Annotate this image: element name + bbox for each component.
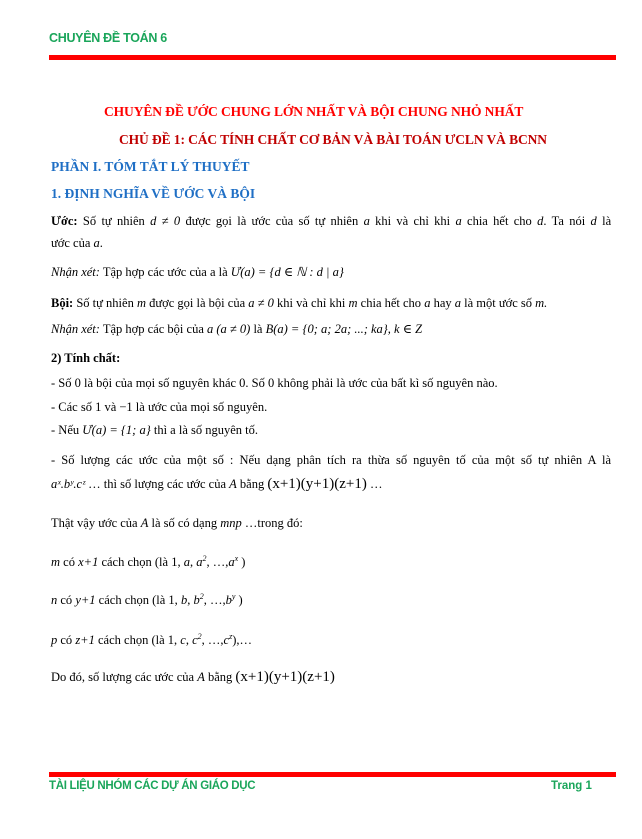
property-prime: - Nếu Ư(a) = {1; a} thì a là số nguyên tố. (51, 423, 259, 437)
divisor-definition: Ước: Số tự nhiên d ≠ 0 được gọi là ước của số tự nhiên a khi và chỉ khi a chia hết cho d. Ta nói d là (51, 214, 612, 228)
multiple-remark: Nhận xét: Tập hợp các bội của a (a ≠ 0) là B(a) = {0; a; 2a; ...; ka}, k ∈ Z (51, 322, 423, 336)
proof-choice-p: p có z+1 cách chọn (là 1, c, $c^2$, $\dots,c^z),\dots$ (51, 632, 252, 647)
divisor-definition-cont: ước của a. (51, 236, 103, 250)
section-heading-definition: 1. ĐỊNH NGHĨA VỀ ƯỚC VÀ BỘI (51, 186, 256, 201)
proof-choice-n: n có y+1 cách chọn (là 1, b, $b^2$, $\dots,b^y$ ) (51, 592, 243, 607)
multiple-term: Bội: (51, 296, 74, 310)
document-subtitle: CHỦ ĐỀ 1: CÁC TÍNH CHẤT CƠ BẢN VÀ BÀI TOÁN ƯCLN VÀ BCNN (119, 132, 547, 147)
proof-conclusion: Do đó, số lượng các ước của A bằng (x+1)(y+1)(z+1) (51, 669, 335, 685)
divisor-set-formula: Ư(a) = {d ∈ ℕ : d | a} (230, 265, 344, 279)
footer-label: TÀI LIỆU NHÓM CÁC DỰ ÁN GIÁO DỤC (49, 780, 256, 792)
document-title: CHUYÊN ĐỀ ƯỚC CHUNG LỚN NHẤT VÀ BỘI CHUNG NHỎ NHẤT (104, 104, 524, 119)
property-item: - Các số 1 và −1 là ước của mọi số nguyên. (51, 400, 268, 414)
proof-intro: Thật vậy ước của A là số có dạng mnp …trong đó: (51, 516, 303, 530)
section-heading-part-1: PHẦN I. TÓM TẮT LÝ THUYẾT (51, 159, 250, 174)
properties-heading: 2) Tính chất: (51, 351, 121, 365)
property-divisor-count-cont: aˣ.bʸ.cᶻ … thì số lượng các ước của A bằng (x+1)(y+1)(z+1) … (51, 476, 383, 492)
page-header-label: CHUYÊN ĐỀ TOÁN 6 (49, 31, 167, 45)
proof-choice-m: m có x+1 cách chọn (là 1, a, $a^2$, $\dots,a^x$ ) (51, 554, 246, 569)
property-divisor-count: - Số lượng các ước của một số : Nếu dạng phân tích ra thừa số nguyên tố của một số tự nhiên A là (51, 453, 611, 467)
divisor-term: Ước: (51, 214, 78, 228)
header-rule (49, 55, 616, 60)
page-number: Trang 1 (551, 780, 592, 792)
divisor-remark: Nhận xét: Tập hợp các ước của a là Ư(a) = {d ∈ ℕ : d | a} (51, 265, 344, 279)
multiple-definition: Bội: Số tự nhiên m được gọi là bội của a ≠ 0 khi và chỉ khi m chia hết cho a hay a là một ước số m. (51, 296, 548, 310)
property-item: - Số 0 là bội của mọi số nguyên khác 0. Số 0 không phải là ước của bất kì số nguyên nào. (51, 376, 498, 390)
multiple-set-formula: B(a) = {0; a; 2a; ...; ka}, k ∈ Z (265, 322, 423, 336)
footer-rule (49, 772, 616, 777)
